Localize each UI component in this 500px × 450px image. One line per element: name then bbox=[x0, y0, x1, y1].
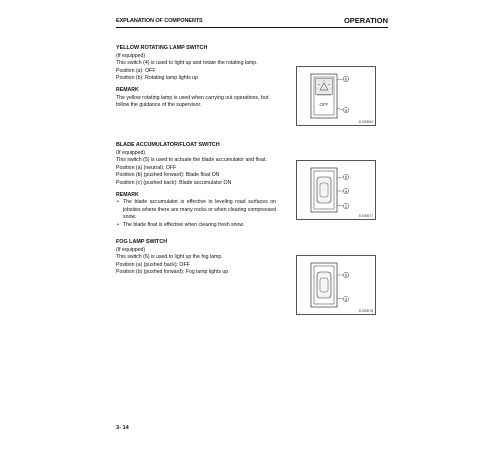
text-line: Position (c) (pushed back): Blade accumulator ON bbox=[116, 179, 232, 186]
text-line: Position (b) (pushed forward): Fog lamp lights up bbox=[116, 269, 229, 276]
figure-code: EJ09D78 bbox=[359, 309, 373, 313]
section-title: FOG LAMP SWITCH bbox=[116, 239, 168, 245]
text-line: Position (b) (pushed forward): Blade float ON bbox=[116, 172, 220, 179]
page-number: 3- 14 bbox=[116, 425, 129, 431]
position-label-a: a bbox=[344, 107, 348, 113]
blade-accumulator-switch-illustration bbox=[297, 161, 375, 219]
text-line: This switch (6) is used to light up the fog lamp. bbox=[116, 254, 223, 261]
bullet-item: • The blade accumulator is effective in leveling road surfaces on jobsites where there are many rocks or when clearing compressed snow. bbox=[123, 199, 276, 222]
fog-lamp-switch-illustration bbox=[297, 256, 375, 314]
text-line: (If equipped) bbox=[116, 52, 146, 59]
remark-bullets bbox=[116, 199, 276, 229]
section-blade-accumulator bbox=[116, 142, 276, 230]
text-line: (If equipped) bbox=[116, 246, 146, 253]
position-label-b: b bbox=[344, 76, 348, 82]
figure-code: EJ09D77 bbox=[359, 214, 373, 218]
position-label-a: a bbox=[344, 188, 348, 194]
position-label-b: b bbox=[344, 174, 348, 180]
text-line: (If equipped) bbox=[116, 149, 146, 156]
text-line: Position (a) (neutral): OFF bbox=[116, 164, 177, 171]
rotating-lamp-switch-illustration bbox=[297, 67, 375, 125]
page-header bbox=[116, 17, 388, 27]
text-line: Position (a) (pushed back): OFF bbox=[116, 261, 190, 268]
remark-text: The yellow rotating lamp is used when carrying out operations, but follow the guidance of the supervisor. bbox=[116, 94, 269, 109]
figure-code: EJ09D54 bbox=[359, 120, 373, 124]
figure-rotating-lamp-switch bbox=[296, 66, 376, 126]
figure-fog-lamp-switch bbox=[296, 255, 376, 315]
off-marking: OFF bbox=[319, 102, 329, 107]
section-rotating-lamp bbox=[116, 45, 276, 110]
remark-label: REMARK bbox=[116, 191, 139, 198]
header-rule bbox=[116, 27, 388, 28]
position-label-b: b bbox=[344, 272, 348, 278]
text-line: This switch (5) is used to actuate the blade accumulator and float. bbox=[116, 157, 267, 164]
bullet-item: • The blade float is effective when clearing fresh snow. bbox=[123, 222, 276, 230]
text-line: This switch (4) is used to light up and rotate the rotating lamp. bbox=[116, 60, 258, 67]
text-line: Position (a): OFF bbox=[116, 67, 156, 74]
remark-label: REMARK bbox=[116, 86, 139, 93]
section-title: YELLOW ROTATING LAMP SWITCH bbox=[116, 45, 208, 51]
header-chapter-title: OPERATION bbox=[343, 16, 388, 25]
section-fog-lamp bbox=[116, 239, 276, 277]
figure-blade-accumulator-switch bbox=[296, 160, 376, 220]
position-label-a: a bbox=[344, 296, 348, 302]
text-line: Position (b): Rotating lamp lights up bbox=[116, 75, 198, 82]
position-label-c: c bbox=[345, 203, 347, 209]
header-section-title: EXPLANATION OF COMPONENTS bbox=[116, 18, 203, 24]
section-title: BLADE ACCUMULATOR/FLOAT SWITCH bbox=[116, 142, 220, 148]
